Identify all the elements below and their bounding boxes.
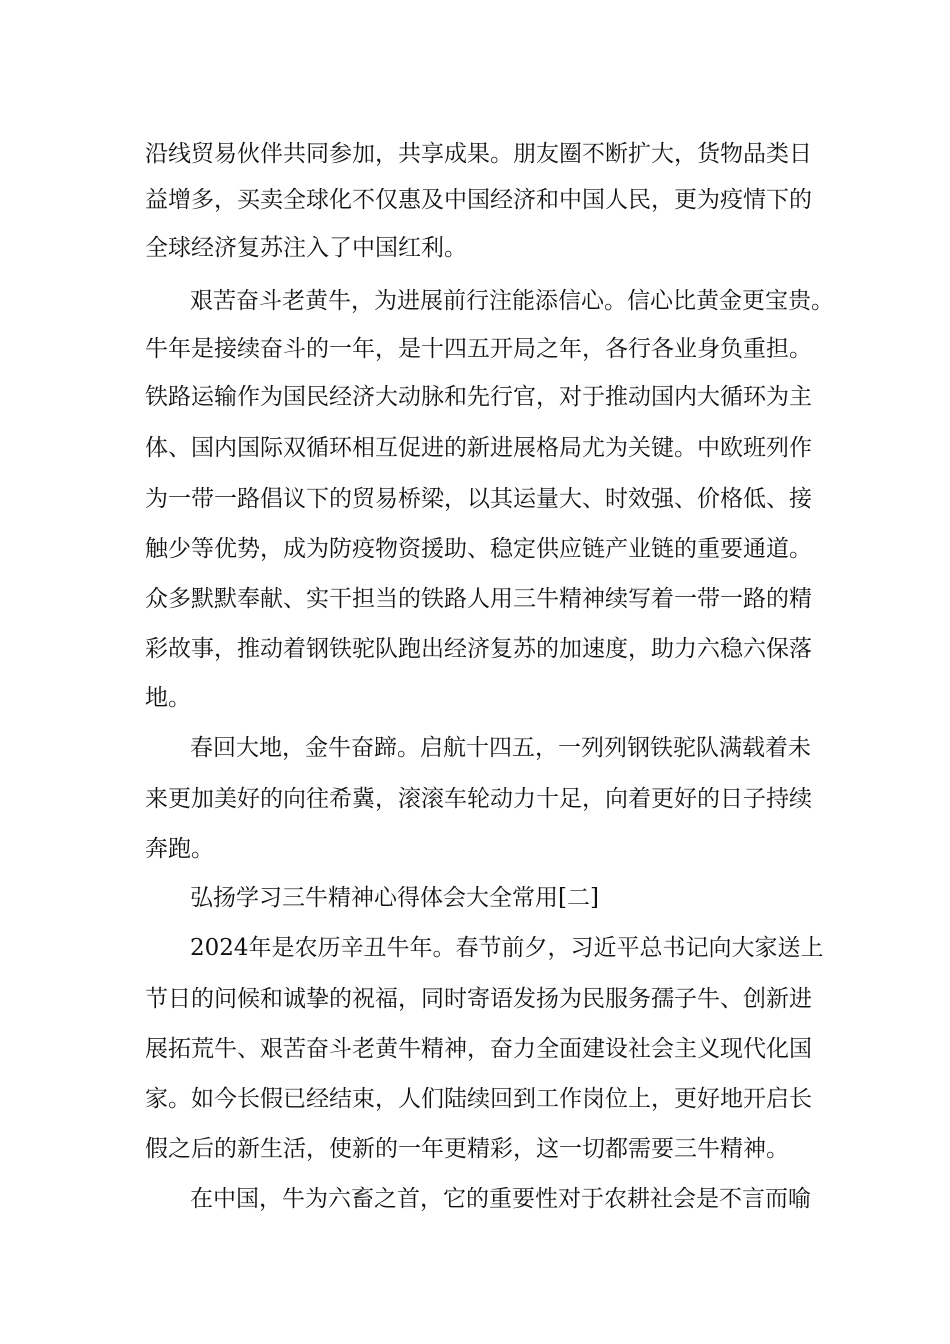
text-line: 假之后的新生活，使新的一年更精彩，这一切都需要三牛精神。 (145, 1136, 789, 1162)
text-line: 触少等优势，成为防疫物资援助、稳定供应链产业链的重要通道。 (145, 536, 812, 562)
text-line: 沿线贸易伙伴共同参加，共享成果。朋友圈不断扩大，货物品类日 (145, 141, 812, 167)
text-line: 彩故事，推动着钢铁驼队跑出经济复苏的加速度，助力六稳六保落 (145, 636, 812, 662)
text-line: 铁路运输作为国民经济大动脉和先行官，对于推动国内大循环为主 (145, 384, 812, 410)
text-line: 众多默默奉献、实干担当的铁路人用三牛精神续写着一带一路的精 (145, 586, 812, 612)
paragraph-first-line: 在中国，牛为六畜之首，它的重要性对于农耕社会是不言而喻 (190, 1186, 811, 1212)
text-line: 牛年是接续奋斗的一年，是十四五开局之年，各行各业身负重担。 (145, 336, 812, 362)
text-line: 节日的问候和诚挚的祝福，同时寄语发扬为民服务孺子牛、创新进 (145, 986, 812, 1012)
text-line: 展拓荒牛、艰苦奋斗老黄牛精神，奋力全面建设社会主义现代化国 (145, 1036, 812, 1062)
paragraph-first-line: 春回大地，金牛奋蹄。启航十四五，一列列钢铁驼队满载着未 (190, 735, 811, 761)
text-line: 家。如今长假已经结束，人们陆续回到工作岗位上，更好地开启长 (145, 1086, 812, 1112)
text-line: 益增多，买卖全球化不仅惠及中国经济和中国人民，更为疫情下的 (145, 187, 812, 213)
text-line: 为一带一路倡议下的贸易桥梁，以其运量大、时效强、价格低、接 (145, 486, 812, 512)
paragraph-first-line: 2024年是农历辛丑牛年。春节前夕，习近平总书记向大家送上 (190, 935, 824, 961)
paragraph-first-line: 艰苦奋斗老黄牛，为进展前行注能添信心。信心比黄金更宝贵。 (190, 288, 834, 314)
text-line: 地。 (145, 685, 191, 711)
text-line: 全球经济复苏注入了中国红利。 (145, 235, 467, 261)
text-line: 来更加美好的向往希冀，滚滚车轮动力十足，向着更好的日子持续 (145, 786, 812, 812)
text-line: 体、国内国际双循环相互促进的新进展格局尤为关键。中欧班列作 (145, 435, 812, 461)
text-line: 奔跑。 (145, 836, 214, 862)
section-heading: 弘扬学习三牛精神心得体会大全常用[二] (190, 885, 599, 911)
